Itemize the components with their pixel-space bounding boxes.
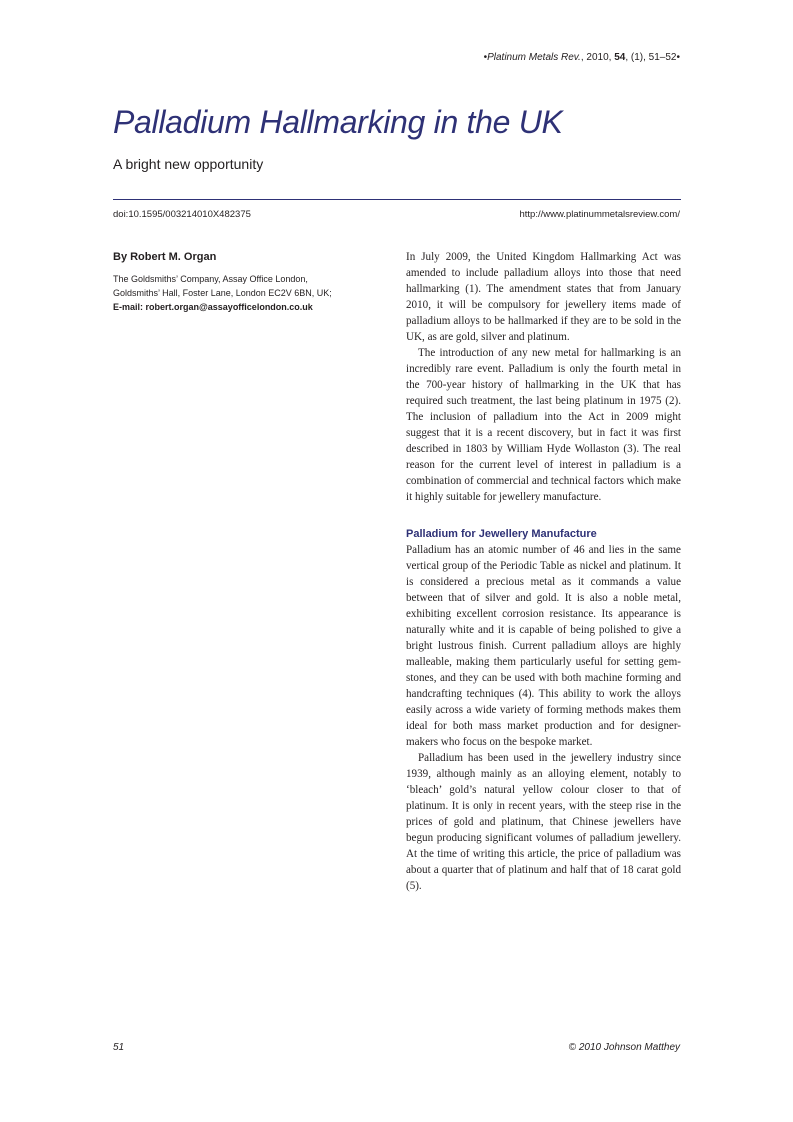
article-subtitle: A bright new opportunity bbox=[113, 156, 264, 172]
article-body bbox=[406, 249, 681, 894]
page-number: 51 bbox=[113, 1042, 125, 1053]
journal-url[interactable]: http://www.platinummetalsreview.com/ bbox=[519, 209, 680, 220]
title-divider bbox=[113, 199, 681, 200]
paragraph-2: The introduction of any new metal for hallmarking is an incredibly rare event. Palladium is only the fourth metal in the 700-year history of hallmarking in the UK that has required such treatment, the last being platinum in 1975 (2). The inclusion of palladium into the Act in 2009 might suggest that it is a recent discovery, but in fact it was first described in 1803 by William Hyde Wollaston (3). The real reason for the current level of interest in palladium is a combination of commercial and technical factors which make it highly suitable for jewellery manufacture. bbox=[406, 347, 681, 503]
section-heading: Palladium for Jewellery Manufacture bbox=[406, 528, 597, 540]
paragraph-4: Palladium has been used in the jewellery industry since 1939, although mainly as an alloying element, notably to ‘bleach’ gold’s natural yellow colour closer to that of platinum. It is only in recent years, with the steep rise in the prices of gold and platinum, that Chinese jewellers have begun producing significant volumes of palladium jewellery. At the time of writing this article, the price of palladium was about a quarter that of platinum and half that of 18 carat gold (5). bbox=[406, 752, 681, 892]
journal-citation bbox=[484, 52, 680, 63]
author-affiliation bbox=[113, 272, 383, 314]
affiliation-line-1: The Goldsmiths’ Company, Assay Office London, bbox=[113, 274, 308, 284]
bullet-right: • bbox=[676, 52, 680, 63]
author-name: By Robert M. Organ bbox=[113, 251, 217, 263]
author-email[interactable]: E-mail: robert.organ@assayofficelondon.co.uk bbox=[113, 302, 313, 312]
affiliation-line-2: Goldsmiths’ Hall, Foster Lane, London EC2V 6BN, UK; bbox=[113, 288, 332, 298]
volume: 54 bbox=[614, 52, 626, 63]
pages: , (1), 51–52 bbox=[625, 52, 677, 63]
article-title: Palladium Hallmarking in the UK bbox=[113, 104, 563, 140]
bullet-left: • bbox=[483, 52, 488, 63]
paragraph-3: Palladium has an atomic number of 46 and lies in the same vertical group of the Periodic Table as nickel and platinum. It is considered a precious metal as it commands a value between that of silver and gold. It is also a noble metal, exhibiting excellent corrosion resistance. Its appearance is naturally white and it is capable of being polished to give a bright lustrous finish. Current palladium alloys are highly malleable, making them particularly useful for setting gemstones, and they can be used with both machine forming and handcrafting techniques (4). This ability to work the alloys easily across a wide variety of forming methods makes them ideal for both mass market production and for designer-makers who focus on the bespoke market. bbox=[406, 544, 681, 748]
doi[interactable]: doi:10.1595/003214010X482375 bbox=[113, 209, 251, 220]
copyright: © 2010 Johnson Matthey bbox=[568, 1042, 680, 1053]
year: , 2010, bbox=[580, 52, 615, 63]
journal-name: Platinum Metals Rev. bbox=[487, 52, 581, 63]
paragraph-1: In July 2009, the United Kingdom Hallmarking Act was amended to include palladium alloys into those that need hallmarking (1). The amendment states that from January 2010, it will be compulsory for jewellery items made of palladium alloys to be hallmarked if they are to be sold in the UK, as are gold, silver and platinum. bbox=[406, 251, 681, 343]
